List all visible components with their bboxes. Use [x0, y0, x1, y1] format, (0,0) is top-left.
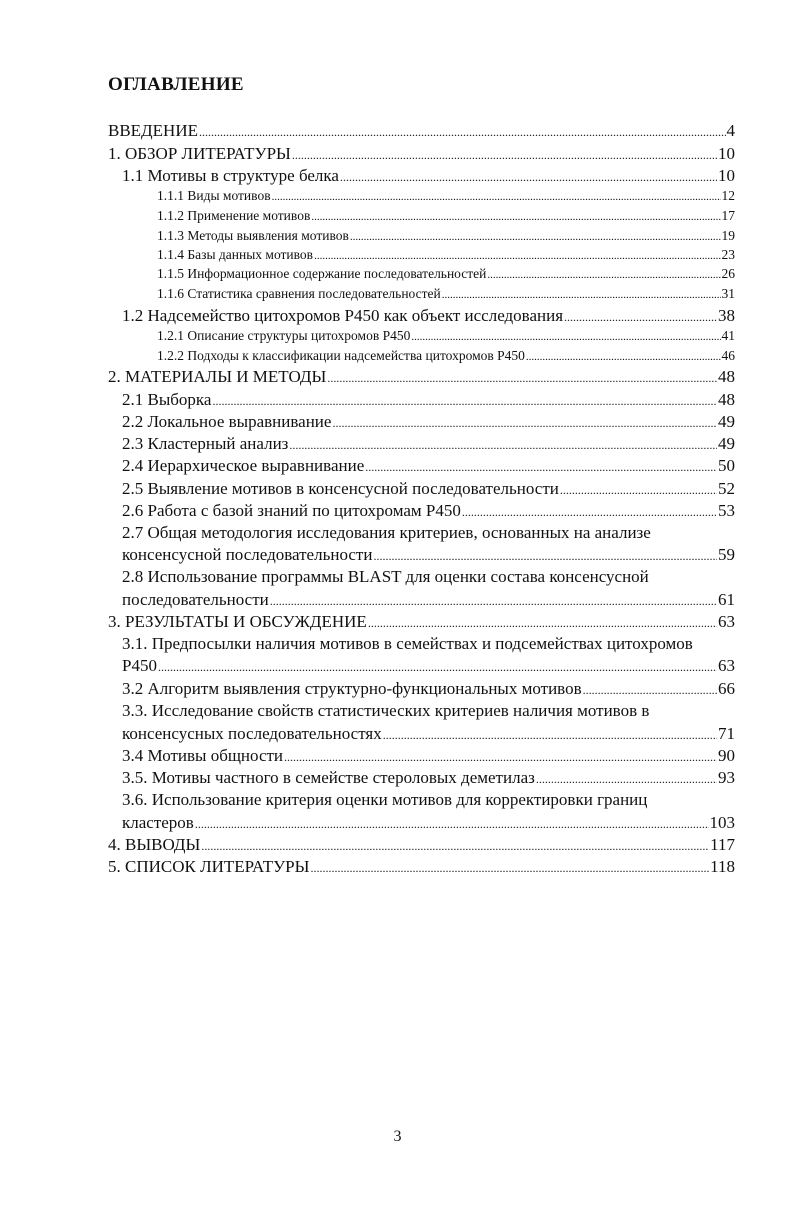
toc-entry[interactable] [122, 813, 735, 833]
toc-entry[interactable] [122, 724, 735, 744]
toc-leader-dots [462, 505, 717, 520]
toc-leader-dots [212, 394, 717, 409]
toc-entry[interactable] [108, 144, 735, 164]
toc-entry-page: 52 [718, 479, 735, 498]
toc-leader-dots [350, 231, 721, 243]
toc-entry-page: 50 [718, 456, 735, 475]
toc-entry[interactable] [122, 434, 735, 454]
toc-leader-dots [201, 839, 709, 854]
toc-entry-first-line[interactable]: 3.3. Исследование свойств статистических критериев наличия мотивов в [122, 701, 650, 720]
page-number: 3 [393, 1128, 402, 1145]
toc-leader-dots [340, 170, 717, 185]
toc-entry-page: 63 [718, 612, 735, 631]
toc-leader-dots [365, 460, 717, 475]
toc-entry-title: 2.1 Выборка [122, 390, 212, 409]
toc-entry-page: 49 [718, 412, 735, 431]
toc-entry-page: 49 [718, 434, 735, 453]
toc-entry[interactable] [122, 545, 735, 565]
toc-entry-title: 1.1 Мотивы в структуре белка [122, 166, 339, 185]
toc-entry-title: 2. МАТЕРИАЛЫ И МЕТОДЫ [108, 367, 327, 386]
toc-entry-page: 23 [721, 247, 735, 262]
toc-leader-dots [526, 351, 721, 363]
toc-entry-title: 3. РЕЗУЛЬТАТЫ И ОБСУЖДЕНИЕ [108, 612, 367, 631]
toc-entry-title: 2.5 Выявление мотивов в консенсусной последовательности [122, 479, 559, 498]
toc-entry-page: 26 [721, 266, 735, 281]
toc-entry[interactable] [157, 286, 735, 302]
toc-entry-title: 1.1.1 Виды мотивов [157, 188, 271, 203]
toc-leader-dots [289, 438, 717, 453]
toc-leader-dots [564, 310, 717, 325]
toc-leader-dots [487, 269, 720, 281]
toc-entry-title: 2.3 Кластерный анализ [122, 434, 289, 453]
toc-entry-page: 17 [721, 208, 735, 223]
toc-entry-title: 3.5. Мотивы частного в семействе стероловых деметилаз [122, 768, 535, 787]
toc-entry-page: 12 [721, 188, 735, 203]
toc-entry[interactable] [157, 188, 735, 204]
toc-entry-page: 48 [718, 367, 735, 386]
toc-entry[interactable] [122, 166, 735, 186]
toc-entry-title: кластеров [122, 813, 194, 832]
toc-leader-dots [560, 483, 717, 498]
toc-leader-dots [272, 191, 721, 203]
toc-entry-page: 38 [718, 306, 735, 325]
toc-entry-title: 1.1.2 Применение мотивов [157, 208, 311, 223]
toc-entry-page: 66 [718, 679, 735, 698]
toc-leader-dots [368, 616, 717, 631]
toc-leader-dots [311, 211, 720, 223]
toc-leader-dots [284, 750, 717, 765]
toc-leader-dots [270, 594, 717, 609]
toc-entry-page: 90 [718, 746, 735, 765]
toc-entry[interactable] [157, 328, 735, 344]
toc-leader-dots [310, 861, 709, 876]
toc-entry[interactable] [122, 746, 735, 766]
toc-entry-title: консенсусной последовательности [122, 545, 373, 564]
toc-leader-dots [536, 772, 717, 787]
toc-entry-page: 19 [721, 228, 735, 243]
toc-entry-title: 5. СПИСОК ЛИТЕРАТУРЫ [108, 857, 310, 876]
toc-leader-dots [327, 371, 717, 386]
toc-entry-title: 1.1.5 Информационное содержание последовательностей [157, 266, 487, 281]
toc-entry-title: 1.1.6 Статистика сравнения последовательностей [157, 286, 441, 301]
toc-entry[interactable] [122, 390, 735, 410]
toc-entry[interactable] [108, 612, 735, 632]
toc-entry-title: 1.2 Надсемейство цитохромов P450 как объект исследования [122, 306, 564, 325]
toc-entry[interactable] [122, 656, 735, 676]
toc-entry-title: консенсусных последовательностях [122, 724, 382, 743]
toc-entry[interactable] [122, 479, 735, 499]
toc-leader-dots [583, 683, 717, 698]
toc-entry[interactable] [122, 456, 735, 476]
toc-leader-dots [195, 817, 709, 832]
toc-entry[interactable] [157, 208, 735, 224]
toc-entry-title: последовательности [122, 590, 269, 609]
toc-leader-dots [199, 125, 726, 140]
toc-entry-title: 1.1.3 Методы выявления мотивов [157, 228, 349, 243]
toc-entry-title: ВВЕДЕНИЕ [108, 121, 198, 140]
toc-entry-title: 2.6 Работа с базой знаний по цитохромам P450 [122, 501, 461, 520]
toc-entry-page: 103 [709, 813, 735, 832]
toc-entry-page: 59 [718, 545, 735, 564]
toc-entry[interactable] [108, 367, 735, 387]
toc-entry-first-line[interactable]: 3.1. Предпосылки наличия мотивов в семействах и подсемействах цитохромов [122, 634, 693, 653]
toc-entry-page: 118 [710, 857, 735, 876]
toc-entry[interactable] [122, 768, 735, 788]
toc-entry-page: 10 [718, 144, 735, 163]
toc-entry-title: 1.2.2 Подходы к классификации надсемейства цитохромов P450 [157, 348, 525, 363]
toc-entry-title: 1.2.1 Описание структуры цитохромов P450 [157, 328, 411, 343]
toc-leader-dots [158, 660, 717, 675]
toc-entry-page: 31 [721, 286, 735, 301]
toc-entry-title: 1. ОБЗОР ЛИТЕРАТУРЫ [108, 144, 291, 163]
toc-entry[interactable] [157, 228, 735, 244]
toc-leader-dots [383, 728, 717, 743]
toc-entry-first-line[interactable]: 3.6. Использование критерия оценки мотивов для корректировки границ [122, 790, 648, 809]
toc-entry[interactable] [108, 835, 735, 855]
toc-entry[interactable] [108, 857, 735, 877]
toc-leader-dots [292, 148, 717, 163]
toc-entry[interactable] [108, 121, 735, 141]
toc-entry[interactable] [122, 412, 735, 432]
toc-entry[interactable] [157, 247, 735, 263]
toc-entry-page: 61 [718, 590, 735, 609]
toc-entry-page: 46 [721, 348, 735, 363]
toc-entry[interactable] [157, 266, 735, 282]
toc-entry[interactable] [122, 306, 735, 326]
toc-entry-first-line[interactable]: 2.8 Использование программы BLAST для оценки состава консенсусной [122, 567, 649, 586]
toc-entry-page: 117 [710, 835, 735, 854]
toc-entry-title: 1.1.4 Базы данных мотивов [157, 247, 314, 262]
toc-leader-dots [411, 331, 720, 343]
toc-entry-page: 53 [718, 501, 735, 520]
toc-entry-page: 93 [718, 768, 735, 787]
toc-entry-title: P450 [122, 656, 157, 675]
toc-entry-page: 48 [718, 390, 735, 409]
toc-entry-title: 3.2 Алгоритм выявления структурно-функциональных мотивов [122, 679, 582, 698]
toc-entry-page: 63 [718, 656, 735, 675]
toc-entry-title: 2.2 Локальное выравнивание [122, 412, 332, 431]
page-title: ОГЛАВЛЕНИЕ [108, 74, 244, 95]
toc-entry-title: 4. ВЫВОДЫ [108, 835, 201, 854]
toc-entry[interactable] [122, 590, 735, 610]
toc-entry-page: 41 [721, 328, 735, 343]
toc-entry[interactable] [122, 679, 735, 699]
toc-entry[interactable] [157, 348, 735, 364]
toc-leader-dots [442, 289, 721, 301]
toc-entry-title: 2.4 Иерархическое выравнивание [122, 456, 365, 475]
toc-entry-page: 10 [718, 166, 735, 185]
toc-leader-dots [332, 416, 717, 431]
toc-leader-dots [314, 250, 720, 262]
toc-entry-page: 71 [718, 724, 735, 743]
toc-leader-dots [373, 549, 717, 564]
toc-entry-page: 4 [726, 121, 735, 140]
toc-entry-first-line[interactable]: 2.7 Общая методология исследования критериев, основанных на анализе [122, 523, 651, 542]
toc-entry[interactable] [122, 501, 735, 521]
toc-entry-title: 3.4 Мотивы общности [122, 746, 284, 765]
